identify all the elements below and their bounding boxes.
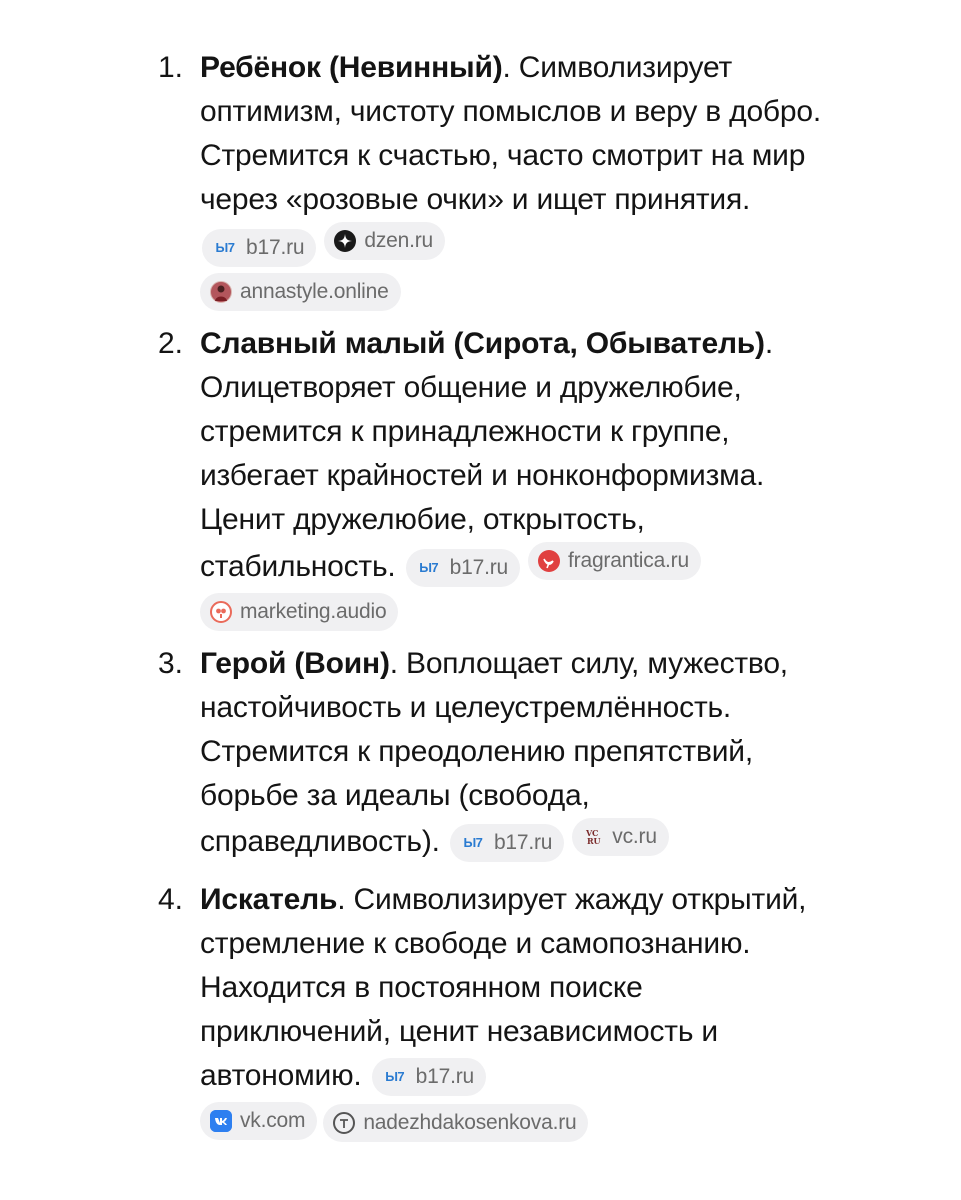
list-item-text	[200, 878, 836, 1149]
source-chip-row	[200, 273, 836, 319]
list-item-number: 2.	[158, 327, 184, 360]
list-item-description: . Воплощает силу, мужество, настойчивость и целеустремлённость. Стремится к преодолению препятствий, борьбе за идеалы (свобода, справедливость).	[200, 647, 788, 858]
source-label: b17.ru	[449, 556, 509, 579]
source-label: annastyle.online	[240, 280, 389, 303]
source-chip[interactable]	[528, 542, 701, 580]
list-item-number: 3.	[158, 647, 184, 680]
source-label: marketing.audio	[240, 600, 387, 623]
source-label: b17.ru	[493, 831, 553, 854]
source-chip[interactable]	[323, 1104, 588, 1142]
source-chip[interactable]	[372, 1058, 486, 1096]
list-item-text	[200, 46, 836, 319]
list-item-term: Герой (Воин)	[200, 647, 390, 680]
list-item-description: . Символизирует жажду открытий, стремление к свободе и самопознанию. Находится в постоянном поиске приключений, ценит независимость и автономию.	[200, 883, 807, 1092]
list-item-number: 1.	[158, 51, 184, 84]
b17-icon: Ы7	[419, 560, 439, 575]
list-item-number: 4.	[158, 883, 184, 916]
source-label: vc.ru	[612, 825, 657, 848]
source-label: nadezhdakosenkova.ru	[363, 1111, 577, 1134]
source-label: vk.com	[240, 1109, 306, 1132]
source-label: b17.ru	[415, 1065, 475, 1088]
source-label: b17.ru	[246, 236, 305, 259]
list-item-text	[200, 642, 836, 864]
list-item-description: . Символизирует оптимизм, чистоту помыслов и веру в добро. Стремится к счастью, часто смотрит на мир через «розовые очки» и ищет принятия.	[200, 51, 822, 216]
source-label: dzen.ru	[364, 229, 434, 252]
b17-icon: Ы7	[215, 240, 235, 255]
marketing-audio-icon	[210, 601, 232, 623]
source-chip[interactable]	[200, 273, 401, 311]
list-item-text	[200, 322, 836, 638]
annastyle-avatar-icon	[210, 281, 232, 303]
fragrantica-icon	[538, 550, 560, 572]
svg-text:RU: RU	[587, 836, 601, 846]
list-item-term: Искатель	[200, 883, 338, 916]
list-item-term: Ребёнок (Невинный)	[200, 51, 503, 84]
b17-icon: Ы7	[385, 1069, 405, 1084]
svg-text:VC: VC	[586, 828, 599, 838]
source-chip[interactable]	[450, 824, 564, 862]
list-item-description: . Олицетворяет общение и дружелюбие, стремится к принадлежности к группе, избегает крайностей и нонконформизма. Ценит дружелюбие, открытость, стабильность.	[200, 327, 773, 583]
vk-icon	[210, 1110, 232, 1132]
source-chip[interactable]	[200, 593, 398, 631]
source-chip[interactable]	[406, 549, 520, 587]
source-chip[interactable]	[572, 818, 669, 856]
b17-icon: Ы7	[463, 835, 483, 850]
source-chip[interactable]	[324, 222, 445, 260]
list-item-term: Славный малый (Сирота, Обыватель)	[200, 327, 765, 360]
nadezhdakosenkova-icon	[333, 1112, 355, 1134]
source-label: fragrantica.ru	[568, 549, 689, 572]
source-chip-row	[200, 593, 836, 638]
dzen-icon	[334, 230, 356, 252]
source-chip[interactable]	[200, 1102, 317, 1140]
vc-icon	[582, 826, 604, 848]
source-chip-row	[200, 1102, 836, 1149]
source-chip[interactable]	[202, 229, 316, 267]
